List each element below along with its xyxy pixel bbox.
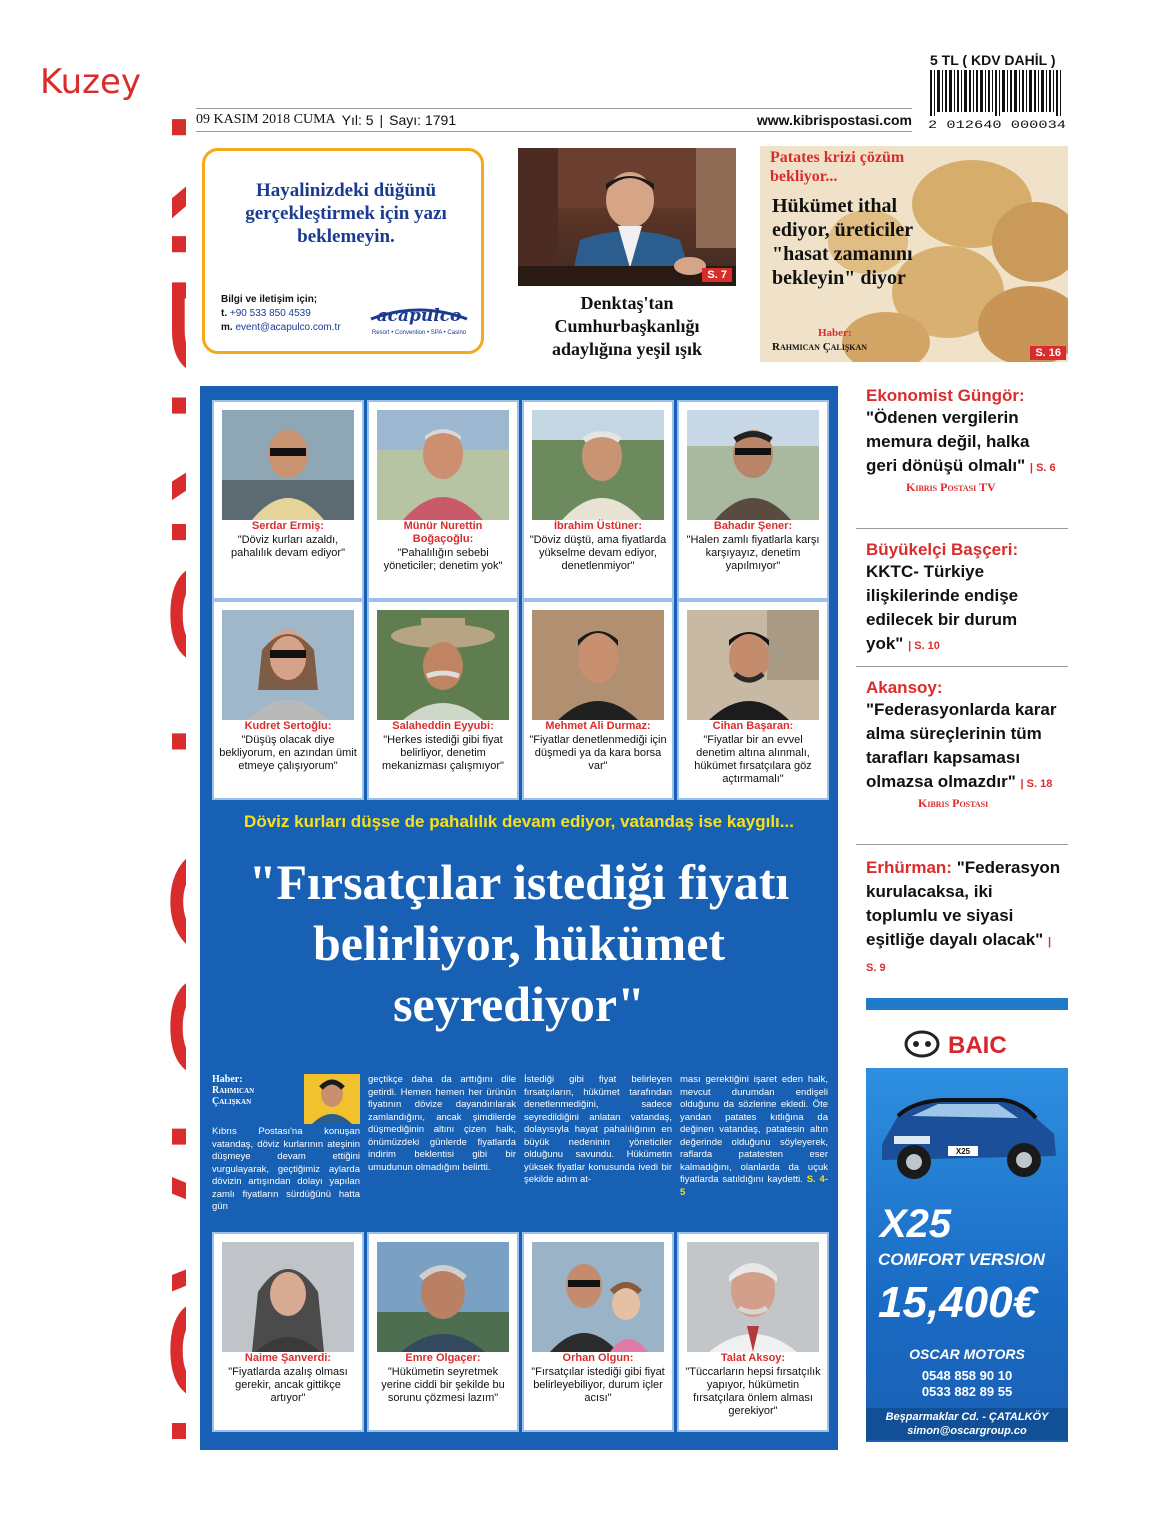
person-quote: "Fiyatlar bir an evvel denetim altına alınmalı, hükümet fırsatçılara göz açtırmamalı" xyxy=(694,734,812,785)
person-name: Emre Olgaçer: xyxy=(405,1352,481,1364)
person-name: İbrahim Üstüner: xyxy=(553,520,642,532)
denktas-headline[interactable]: Denktaş'tan Cumhurbaşkanlığı adaylığına yeşil ışık xyxy=(551,293,703,359)
page-ref-denktas[interactable]: S. 7 xyxy=(702,268,732,282)
person-name: Mehmet Ali Durmaz: xyxy=(545,720,651,732)
acapulco-brand-sub: Resort • Convention • SPA • Casino xyxy=(371,330,467,336)
article-text-1: Kıbrıs Postası'na konuşan vatandaş, döviz kurlarının ateşinin düşmeye devam ettiğini vurgulayarak, geçtiğimiz aylarda dövizin artışından dolayı yapılan zamlı fiyatların sürdüğünü hatta gün xyxy=(212,1126,360,1212)
acapulco-logo xyxy=(363,297,475,337)
reporter-photo xyxy=(304,1074,360,1129)
ad-info-label: Bilgi ve iletişim için; xyxy=(221,294,318,305)
person-card xyxy=(212,400,364,600)
person-name: Cihan Başaran: xyxy=(712,720,794,732)
issue-year: Yıl: 5 xyxy=(341,112,374,128)
potato-headline: Hükümet ithal ediyor, üreticiler "hasat zamanını bekleyin" diyor xyxy=(772,195,913,289)
ad-contact-info xyxy=(221,293,341,335)
person-quote: "Düşüş olacak diye bekliyorum, en azından ümit etmeye çalışıyorum" xyxy=(219,734,357,772)
person-name: Naime Şanverdi: xyxy=(244,1352,332,1364)
masthead-region: Kuzey xyxy=(40,62,142,102)
barcode-number: 2 012640 000034 xyxy=(928,120,1067,130)
person-name: Münür Nurettin Boğaçoğlu: xyxy=(403,520,483,545)
acapulco-ad[interactable] xyxy=(202,148,484,354)
person-card xyxy=(367,400,519,600)
person-card xyxy=(367,600,519,800)
dealer-email[interactable]: simon@oscargroup.co xyxy=(907,1425,1027,1437)
right-story-headline: "Federasyonlarda karar alma süreçlerinin tüm tarafları kapsaması olmazsa olmazdır" | S. 18 xyxy=(866,700,1057,791)
right-story-kicker: Akansoy: xyxy=(866,678,943,697)
person-name: Talat Aksoy: xyxy=(720,1352,786,1364)
right-story-source: Kıbrıs Postası TV xyxy=(906,480,996,494)
person-name: Orhan Olgun: xyxy=(562,1352,634,1364)
person-photo xyxy=(532,610,664,720)
denktas-photo xyxy=(518,148,736,286)
car-price: 15,400€ xyxy=(878,1278,1038,1327)
person-photo xyxy=(377,610,509,720)
person-card xyxy=(677,400,829,600)
person-card xyxy=(522,600,674,800)
potato-byline-label: Haber: xyxy=(818,327,852,339)
person-card xyxy=(212,1232,364,1432)
ad-email-prefix: m. xyxy=(221,322,233,333)
person-card xyxy=(677,600,829,800)
right-story-kicker: Erhürman: xyxy=(866,858,952,877)
person-card xyxy=(677,1232,829,1432)
dealer-phone-2[interactable]: 0533 882 89 55 xyxy=(921,1384,1013,1399)
person-name: Bahadır Şener: xyxy=(713,520,793,532)
masthead-title: KIBRIS POSTASI xyxy=(135,105,186,1434)
person-quote: "Halen zamlı fiyatlarla karşı karşıyayız, denetim yapılmıyor" xyxy=(686,534,820,572)
ad-phone: +90 533 850 4539 xyxy=(229,308,311,319)
article-column-4 xyxy=(680,1074,828,1199)
car-image xyxy=(872,1072,1062,1195)
person-photo xyxy=(222,1242,354,1352)
person-quote: "Döviz kurları azaldı, pahalılık devam ediyor" xyxy=(231,534,345,559)
person-quote: "Döviz düştü, ama fiyatlarda yükselme devam ediyor, denetlenmiyor" xyxy=(529,534,667,572)
page-ref[interactable]: | S. 6 xyxy=(1029,462,1056,474)
person-quote: "Tüccarların hepsi fırsatçılık yapıyor, hükümetin fırsatçılara önlem alması gerekiyor" xyxy=(685,1366,821,1417)
right-story-headline: "Ödenen vergilerin memura değil, halka geri dönüşü olmalı" | S. 6 xyxy=(866,408,1056,475)
main-byline xyxy=(212,1074,272,1107)
divider xyxy=(856,528,1068,529)
right-story-source: Kıbrıs Postası xyxy=(918,796,989,810)
barcode xyxy=(928,70,1068,130)
car-model: X25 xyxy=(880,1202,952,1246)
person-card xyxy=(212,600,364,800)
article-column-3: İstediği gibi fiyat belirleyen fırsatçıların, hükümet tarafından denetlenmediğini, sadece seyredildiğini anlatan vatandaş, dolayısıyla hayat pahalılığının en büyük nedeninin yöneticiler olduğunu savundu. Hükümetin yüksek fiyatlar konusunda ivedi bir şekilde adım at- xyxy=(524,1074,672,1185)
potato-kicker: Patates krizi çözüm bekliyor... xyxy=(770,149,905,185)
right-story-headline: Erhürman: "Federasyon kurulacaksa, iki toplumlu ve siyasi eşitliğe dayalı olacak" | S. 9 xyxy=(866,858,1061,974)
ad-email: event@acapulco.com.tr xyxy=(235,322,341,333)
baic-brand: BAIC xyxy=(948,1032,1007,1059)
person-quote: "Pahalılığın sebebi yöneticiler; denetim yok" xyxy=(383,547,503,572)
person-photo xyxy=(687,410,819,520)
car-plate: X25 xyxy=(955,1147,971,1156)
car-version: COMFORT VERSION xyxy=(878,1250,1045,1269)
dealer-name: OSCAR MOTORS xyxy=(909,1346,1025,1362)
masthead-logo xyxy=(36,105,186,1465)
main-byline-name: Rahmican Çalışkan xyxy=(212,1085,255,1107)
right-story-3[interactable] xyxy=(866,678,1086,811)
person-photo xyxy=(222,610,354,720)
right-story-1[interactable] xyxy=(866,386,1086,495)
person-photo xyxy=(687,1242,819,1352)
person-quote: "Fiyatlar denetlenmediği için düşmedi ya da kara borsa var" xyxy=(529,734,667,772)
dealer-address-block xyxy=(866,1408,1068,1440)
ad-top-bar xyxy=(866,998,1068,1010)
divider xyxy=(856,666,1068,667)
main-byline-label: Haber: xyxy=(212,1074,243,1085)
issue-date: 09 KASIM 2018 CUMA xyxy=(196,112,336,127)
person-quote: "Fiyatlarda azalış olması gerekir, ancak gittikçe artıyor" xyxy=(228,1366,348,1404)
person-photo xyxy=(377,410,509,520)
right-story-headline: KKTC- Türkiye ilişkilerinde endişe edilecek bir durum yok" | S. 10 xyxy=(866,562,1019,653)
person-name: Salaheddin Eyyubi: xyxy=(392,720,494,732)
person-photo xyxy=(687,610,819,720)
right-story-kicker: Ekonomist Güngör: xyxy=(866,386,1025,405)
page-ref-potato[interactable]: S. 16 xyxy=(1030,346,1066,360)
cover-price: 5 TL ( KDV DAHİL ) xyxy=(930,52,1056,68)
person-name: Kudret Sertoğlu: xyxy=(244,720,332,732)
dealer-address: Beşparmaklar Cd. - ÇATALKÖY xyxy=(885,1411,1049,1423)
date-bar: 09 KASIM 2018 CUMA Yıl: 5 | Sayı: 1791 www.kibrispostasi.com xyxy=(196,108,912,132)
person-photo xyxy=(222,410,354,520)
baic-ad[interactable] xyxy=(866,998,1068,1442)
page-ref[interactable]: | S. 9 xyxy=(866,936,1052,974)
main-story-kicker: Döviz kurları düşse de pahalılık devam ediyor, vatandaş ise kaygılı... xyxy=(244,812,794,831)
right-story-4[interactable] xyxy=(866,856,1086,980)
dealer-phone-1[interactable]: 0548 858 90 10 xyxy=(921,1368,1013,1383)
person-card xyxy=(367,1232,519,1432)
ad-phone-prefix: t. xyxy=(221,308,228,319)
article-text-4: ması gerektiğini işaret eden halk, mevcut durumdan endişeli olduğunu da sözlerine ekledi. Öte yandan patates kıtlığına da değinen vatandaş, patatesin altın değerinde olduğunu söyleyerek, raflarda patatesten eser kalmadığını, olanlarda da uçuk fiyatlarda satıldığını kaydetti. xyxy=(680,1074,828,1185)
potato-story[interactable] xyxy=(760,146,1068,362)
divider xyxy=(856,844,1068,845)
issue-number: Sayı: 1791 xyxy=(389,112,457,128)
person-photo xyxy=(532,1242,664,1352)
article-column-2: geçtikçe daha da arttığını dile getirdi. Hemen hemen her ürünün fiyatının dövize dayandırılarak zamlandığını, ancak şimdilerde düşmediğinin altını çizen halk, önümüzdeki günlerde fiyatlarda indirim beklentisi gibi bir umudunun olmadığını belirtti. xyxy=(368,1074,516,1173)
baic-logo xyxy=(904,1028,1034,1065)
right-story-kicker: Büyükelçi Başçeri: xyxy=(866,540,1019,559)
potato-byline-name: Rahmican Çalışkan xyxy=(772,341,868,353)
person-quote: "Fırsatçılar istediği gibi fiyat belirleyebiliyor, durum içler acısı" xyxy=(531,1366,665,1404)
main-story-headline[interactable]: "Fırsatçılar istediği fiyatı belirliyor, hükümet seyrediyor" xyxy=(248,854,790,1032)
right-story-2[interactable] xyxy=(866,540,1086,658)
page-ref[interactable]: | S. 10 xyxy=(908,640,940,652)
person-name: Serdar Ermiş: xyxy=(251,520,325,532)
person-quote: "Herkes istediği gibi fiyat belirliyor, denetim mekanizması çalışmıyor" xyxy=(382,734,504,772)
potato-byline xyxy=(772,326,867,354)
page-ref[interactable]: | S. 18 xyxy=(1020,778,1053,790)
article-column-1 xyxy=(212,1074,360,1214)
person-photo xyxy=(532,410,664,520)
page-ref-main[interactable]: S. 4-5 xyxy=(680,1174,829,1198)
website-link[interactable]: www.kibrispostasi.com xyxy=(756,112,912,128)
main-story-body xyxy=(212,1074,828,1226)
person-card xyxy=(522,1232,674,1432)
person-card xyxy=(522,400,674,600)
ad-tagline: Hayalinizdeki düğünü gerçekleştirmek için yazı beklemeyin. xyxy=(245,180,447,247)
acapulco-brand: acapulco xyxy=(376,306,462,326)
person-photo xyxy=(377,1242,509,1352)
person-quote: "Hükümetin seyretmek yerine ciddi bir şekilde bu sorunu çözmesi lazım" xyxy=(381,1366,505,1404)
